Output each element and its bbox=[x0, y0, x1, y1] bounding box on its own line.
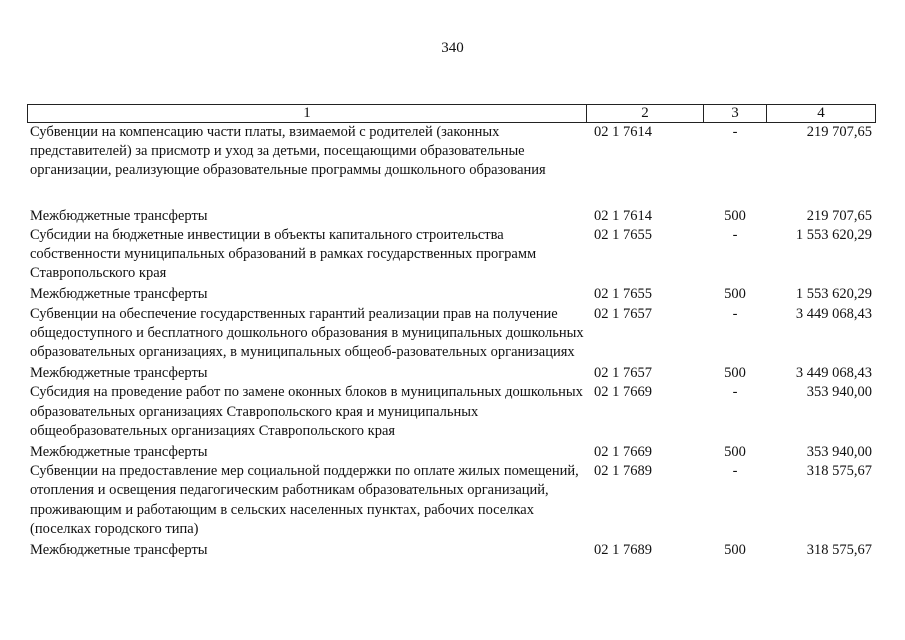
table-row bbox=[27, 443, 874, 462]
row-type: - bbox=[732, 305, 738, 322]
row-type: 500 bbox=[724, 286, 746, 303]
row-sum: 3 449 068,43 bbox=[795, 365, 872, 382]
row-code: 02 1 7669 bbox=[594, 444, 652, 461]
row-type: - bbox=[732, 226, 738, 243]
row-code: 02 1 7657 bbox=[594, 365, 652, 382]
row-name: Субсидии на бюджетные инвестиции в объекты капитального строительства собственности муниципальных образований в рамках государственных программ Ставропольского края bbox=[30, 226, 537, 282]
budget-table bbox=[27, 123, 874, 560]
table-row bbox=[27, 207, 874, 226]
row-name: Межбюджетные трансферты bbox=[30, 542, 208, 559]
column-header-2: 2 bbox=[587, 105, 704, 123]
column-header-row bbox=[28, 105, 876, 123]
row-name: Субсидия на проведение работ по замене оконных блоков в муниципальных дошкольных образовательных организациях Ставропольского края и муниципальных общеобразовательных организациях Ставропольского края bbox=[30, 384, 583, 439]
row-sum: 1 553 620,29 bbox=[795, 286, 872, 303]
row-sum: 1 553 620,29 bbox=[795, 226, 872, 243]
table-row bbox=[27, 383, 874, 443]
table-row bbox=[27, 123, 874, 207]
row-type: 500 bbox=[724, 207, 746, 224]
row-sum: 353 940,00 bbox=[806, 384, 872, 401]
table-row bbox=[27, 462, 874, 541]
page-number: 340 bbox=[441, 40, 464, 56]
row-code: 02 1 7689 bbox=[594, 463, 652, 480]
row-name: Субвенции на предоставление мер социальной поддержки по оплате жилых помещений, отопления и освещения педагогическим работникам образовательных организаций, проживающим и работающим в сельских населенных пунктах, рабочих поселках (поселках городского типа) bbox=[30, 463, 579, 537]
row-name: Межбюджетные трансферты bbox=[30, 365, 208, 382]
row-code: 02 1 7655 bbox=[594, 226, 652, 243]
row-sum: 3 449 068,43 bbox=[795, 305, 872, 322]
row-name: Субвенции на компенсацию части платы, взимаемой с родителей (законных представителей) за присмотр и уход за детьми, посещающими образовательные организации, реализующие образовательные программы дошкольного образования bbox=[30, 124, 546, 179]
table-row bbox=[27, 305, 874, 365]
table-row bbox=[27, 364, 874, 383]
row-code: 02 1 7614 bbox=[594, 124, 652, 140]
row-type: 500 bbox=[724, 365, 746, 382]
column-header-4: 4 bbox=[767, 105, 876, 123]
row-name: Межбюджетные трансферты bbox=[30, 207, 208, 224]
row-code: 02 1 7614 bbox=[594, 207, 652, 224]
row-name: Субвенции на обеспечение государственных гарантий реализации прав на получение общедоступного и бесплатного дошкольного образования в муниципальных дошкольных образовательных организациях, в муниципальных общеоб-разовательных организациях bbox=[30, 305, 584, 361]
row-code: 02 1 7689 bbox=[594, 542, 652, 559]
table-row bbox=[27, 541, 874, 560]
row-name: Межбюджетные трансферты bbox=[30, 444, 208, 461]
row-code: 02 1 7669 bbox=[594, 384, 652, 401]
column-header-1: 1 bbox=[28, 105, 587, 123]
row-type: - bbox=[732, 384, 738, 401]
row-type: 500 bbox=[724, 444, 746, 461]
row-type: - bbox=[732, 124, 738, 140]
column-header-table bbox=[27, 104, 876, 123]
row-type: 500 bbox=[724, 542, 746, 559]
row-sum: 219 707,65 bbox=[806, 207, 872, 224]
row-code: 02 1 7655 bbox=[594, 286, 652, 303]
row-sum: 318 575,67 bbox=[806, 542, 872, 559]
row-code: 02 1 7657 bbox=[594, 305, 652, 322]
row-type: - bbox=[732, 463, 738, 480]
table-row bbox=[27, 285, 874, 304]
row-sum: 219 707,65 bbox=[806, 124, 872, 140]
row-sum: 318 575,67 bbox=[806, 463, 872, 480]
column-header-3: 3 bbox=[704, 105, 767, 123]
row-sum: 353 940,00 bbox=[806, 444, 872, 461]
row-name: Межбюджетные трансферты bbox=[30, 286, 208, 303]
table-row bbox=[27, 226, 874, 286]
